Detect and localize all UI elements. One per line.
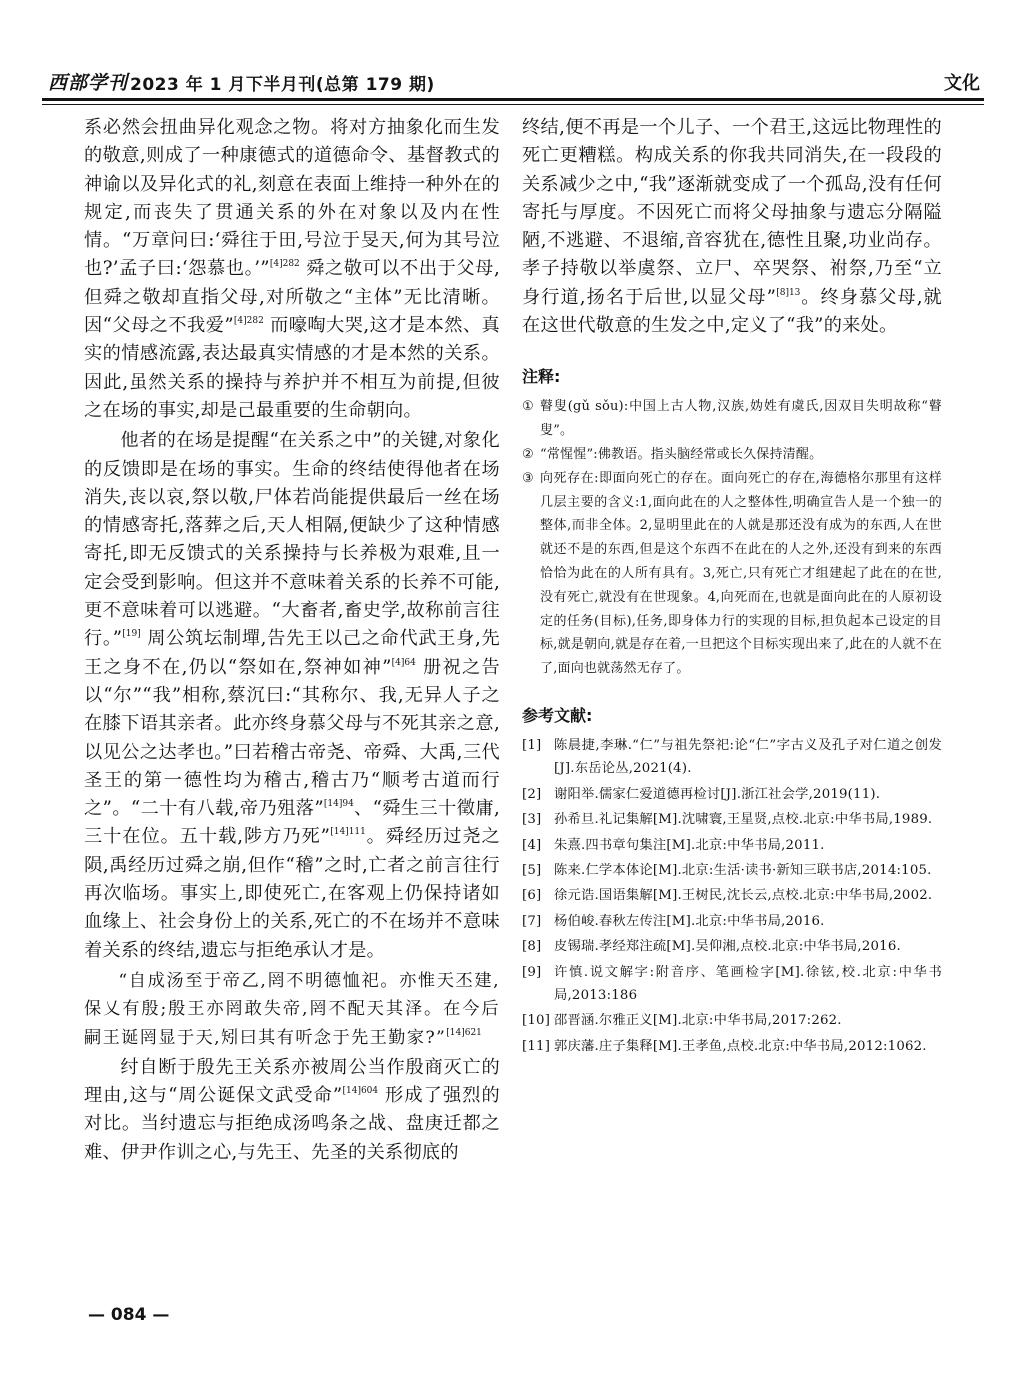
reference-item: [1] 陈晨捷,李琳.“仁”与祖先祭祀:论“仁”字古义及孔子对仁道之创发[J].东岳论丛,2021(4). (522, 737, 942, 777)
reference-item: [10] 邵晋涵.尔雅正义[M].北京:中华书局,2017:262. (522, 1013, 842, 1029)
header-rule-thin (42, 104, 984, 105)
section-label: 文化 (944, 73, 980, 94)
notes-heading: 注释: (522, 367, 561, 387)
reference-item: [8] 皮锡瑞.孝经郑注疏[M].吴仰湘,点校.北京:中华书局,2016. (522, 939, 901, 955)
reference-item: [9] 许慎.说文解字:附音序、笔画检字[M].徐铉,校.北京:中华书局,2013:186 (522, 964, 942, 1003)
right-column (522, 114, 942, 1060)
left-column (84, 114, 500, 1167)
journal-logo: 西部学刊 (48, 72, 129, 94)
paragraph: 终结,便不再是一个儿子、一个君王,这远比物理性的死亡更糟糕。构成关系的你我共同消失,在一段段的关系减少之中,“我”逐渐就变成了一个孤岛,没有任何寄托与厚度。不因死亡而将父母抽象与遗忘分隔隘陋,不逃避、不退缩,音容犹在,德性且聚,功业尚存。孝子持敬以举虞祭、立尸、卒哭祭、祔祭,乃至“立身行道,扬名于后世,以显父母”$^{[8]13}$。终身慕父母,就在这世代敬意的生发之中,定义了“我”的来处。 (522, 117, 942, 337)
paragraph: 他者的在场是提醒“在关系之中”的关键,对象化的反馈即是在场的事实。生命的终结使得他者在场消失,丧以哀,祭以敬,尸体若尚能提供最后一丝在场的情感寄托,落葬之后,天人相隔,便缺少了这种情感寄托,即无反馈式的关系操持与长养极为艰难,且一定会受到影响。但这并不意味着关系的长养不可能,更不意味着可以逃避。“大畜者,畜史学,故称前言往行。”[19] 周公筑坛制墠,告先王以己之命代武王身,先王之身不在,仍以“祭如在,祭神如神”$^{[4]64}$ 册祝之告以“尔”“我”相称,蔡沉曰:“其称尔、我,无异人子之在膝下语其亲者。此亦终身慕父母与不死其亲之意,以见公之达孝也。”曰若稽古帝尧、帝舜、大禹,三代圣王的第一德性均为稽古,稽古乃“顺考古道而行之”。“二十有八载,帝乃殂落”$^{[14]94}$、“舜生三十徵庸,三十在位。五十载,陟方乃死”$^{[14]111}$。舜经历过尧之陨,禹经历过舜之崩,但作“稽”之时,亡者之前言往行再次临场。事实上,即使死亡,在客观上仍保持诸如血缘上、社会身份上的关系,死亡的不在场并不意味着关系的终结,遗忘与拒绝承认才是。 (84, 430, 500, 961)
references-heading: 参考文献: (522, 705, 593, 725)
notes-list (522, 395, 942, 681)
references-list (522, 734, 942, 1058)
reference-item: [4] 朱熹.四书章句集注[M].北京:中华书局,2011. (522, 837, 825, 853)
reference-item: [6] 徐元诰.国语集解[M].王树民,沈长云,点校.北京:中华书局,2002. (522, 888, 933, 904)
paragraph: 系必然会扭曲异化观念之物。将对方抽象化而生发的敬意,则成了一种康德式的道德命令、基督教式的神谕以及异化式的礼,刻意在表面上维持一种外在的规定,而丧失了贯通关系的外在对象以及内在性情。“万章问曰:‘舜往于田,号泣于旻天,何为其号泣也?’孟子曰:‘怨慕也。’”$^{[4]282}$ 舜之敬可以不出于父母,但舜之敬却直指父母,对所敬之“主体”无比清晰。因“父母之不我爱”$^{[4]282}$ 而嚎啕大哭,这才是本然、真实的情感流露,表达最真实情感的才是本然的关系。因此,虽然关系的操持与养护并不相互为前提,但彼之在场的事实,却是己最重要的生命朝向。 (84, 117, 500, 421)
header-rule-thick (42, 98, 984, 101)
note-item: ② “常惺惺”:佛教语。指头脑经常或长久保持清醒。 (522, 446, 823, 462)
reference-item: [2] 谢阳举.儒家仁爱道德再检讨[J].浙江社会学,2019(11). (522, 786, 881, 802)
reference-item: [11] 郭庆藩.庄子集释[M].王孝鱼,点校.北京:中华书局,2012:1062. (522, 1038, 927, 1054)
reference-item: [5] 陈来.仁学本体论[M].北京:生活·读书·新知三联书店,2014:105. (522, 862, 932, 878)
paragraph: 纣自断于殷先王关系亦被周公当作殷商灭亡的理由,这与“周公诞保文武受命”$^{[14]604}$ 形成了强烈的对比。当纣遗忘与拒绝成汤鸣条之战、盘庚迁都之难、伊尹作训之心,与先王、先圣的关系彻底的 (84, 1056, 500, 1163)
block-quote: “自成汤至于帝乙,罔不明德恤祀。亦惟天丕建,保乂有殷;殷王亦罔敢失帝,罔不配天其泽。在今后嗣王诞罔显于天,矧曰其有听念于先王勤家?”$^{[14]621}$ (84, 970, 500, 1048)
running-header (42, 66, 984, 96)
reference-item: [3] 孙希旦.礼记集解[M].沈啸寰,王星贤,点校.北京:中华书局,1989. (522, 812, 933, 828)
note-item: ① 瞽叟(gǔ sǒu):中国上古人物,汉族,妫姓有虞氏,因双目失明故称“瞽叟”。 (522, 399, 942, 439)
note-item: ③ 向死存在:即面向死亡的存在。面向死亡的存在,海德格尔那里有这样几层主要的含义:1,面向此在的人之整体性,明确宣告人是一个独一的整体,而非全体。2,显明里此在的人就是那还没有成为的东西,人在世就还不是的东西,但是这个东西不在此在的人之外,还没有到来的东西恰恰为此在的人所有具有。3,死亡,只有死亡才组建起了此在的在世,没有死亡,就没有在世现象。4,向死而在,也就是面向此在的人原初设定的任务(目标),任务,即身体力行的实现的目标,担负起本己设定的目标,就是朝向,就是存在着,一旦把这个目标实现出来了,此在的人就不在了,面向也就荡然无存了。 (522, 470, 942, 677)
reference-item: [7] 杨伯峻.春秋左传注[M].北京:中华书局,2016. (522, 913, 825, 929)
issue-info: 2023 年 1 月下半月刊(总第 179 期) (130, 75, 435, 95)
page-number: — 084 — (88, 1305, 170, 1325)
right-body (522, 114, 942, 340)
